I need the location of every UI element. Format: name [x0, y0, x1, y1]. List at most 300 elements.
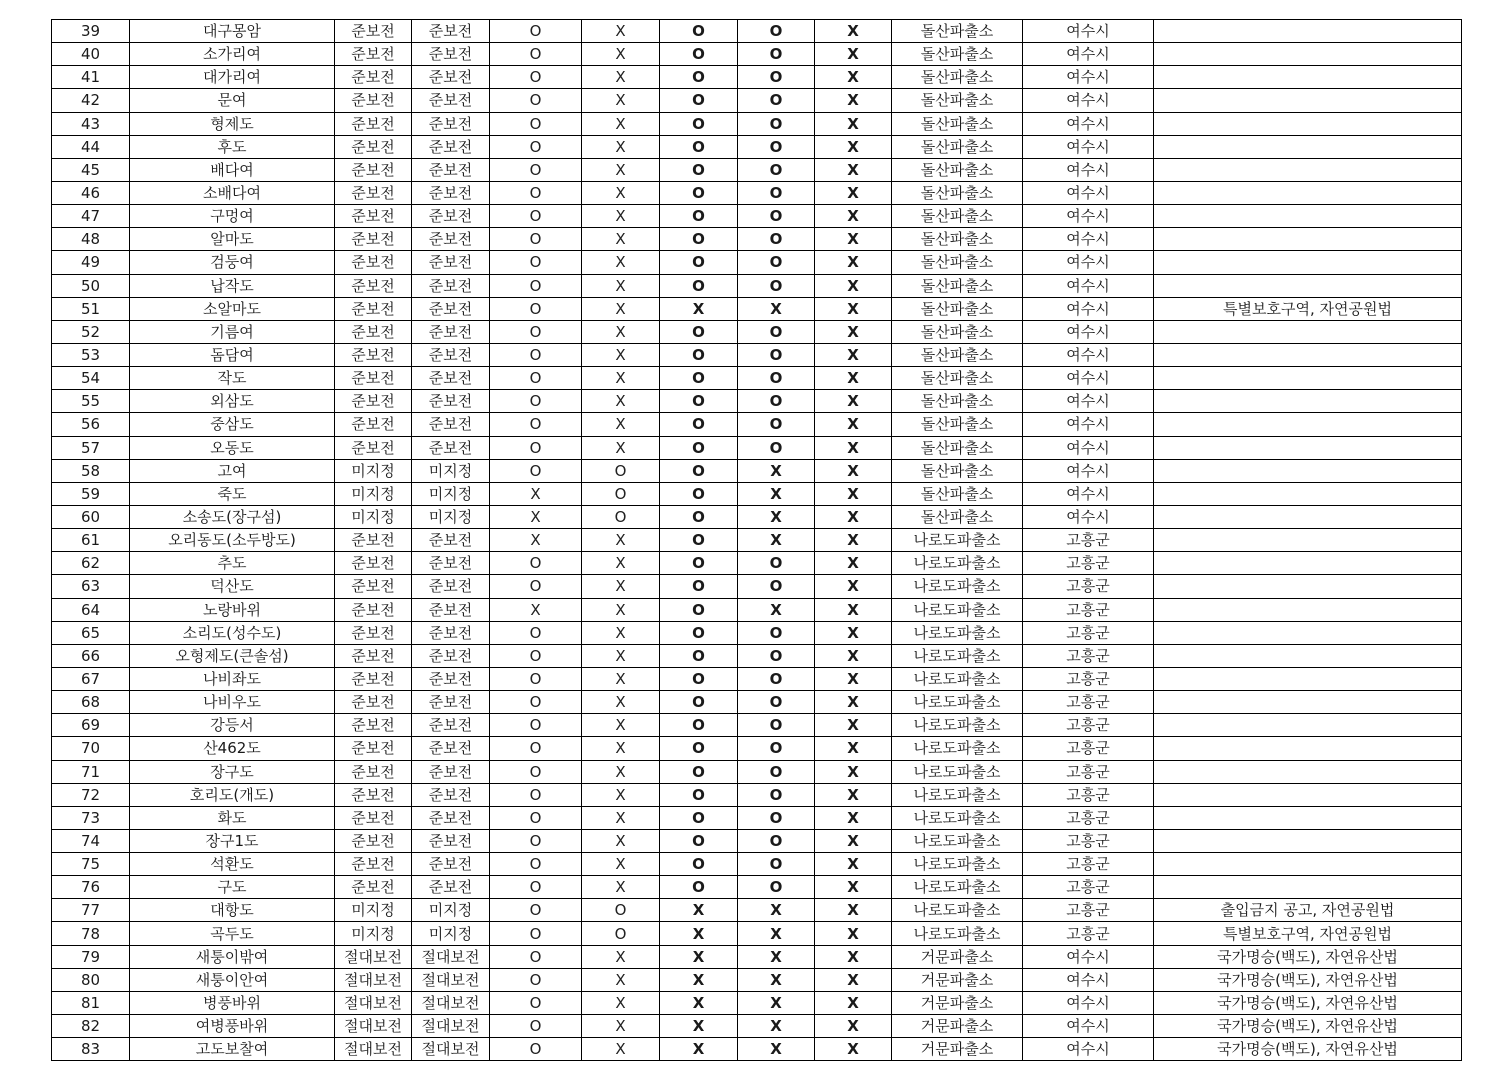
- mark-col-3-cell: O: [660, 205, 738, 228]
- remarks-cell: [1154, 43, 1462, 66]
- zone-current-cell: 준보전: [335, 66, 412, 89]
- mark-col-4-cell: O: [738, 89, 815, 112]
- row-number-cell: 42: [52, 89, 130, 112]
- municipality-cell: 여수시: [1023, 343, 1154, 366]
- mark-col-1-cell: O: [490, 691, 582, 714]
- remarks-cell: [1154, 737, 1462, 760]
- island-name-cell: 납작도: [130, 274, 335, 297]
- zone-planned-cell: 절대보전: [412, 1015, 490, 1038]
- zone-current-cell: 준보전: [335, 297, 412, 320]
- island-name-cell: 고도보찰여: [130, 1038, 335, 1061]
- zone-planned-cell: 준보전: [412, 714, 490, 737]
- mark-col-5-cell: X: [815, 297, 892, 320]
- mark-col-4-cell: O: [738, 390, 815, 413]
- remarks-cell: [1154, 112, 1462, 135]
- mark-col-2-cell: X: [582, 413, 660, 436]
- zone-current-cell: 준보전: [335, 783, 412, 806]
- table-row: [52, 945, 1462, 968]
- municipality-cell: 여수시: [1023, 228, 1154, 251]
- row-number-cell: 46: [52, 181, 130, 204]
- mark-col-5-cell: X: [815, 691, 892, 714]
- mark-col-4-cell: X: [738, 505, 815, 528]
- mark-col-5-cell: X: [815, 205, 892, 228]
- remarks-cell: [1154, 251, 1462, 274]
- municipality-cell: 여수시: [1023, 991, 1154, 1014]
- mark-col-4-cell: O: [738, 135, 815, 158]
- mark-col-2-cell: X: [582, 621, 660, 644]
- remarks-cell: 특별보호구역, 자연공원법: [1154, 297, 1462, 320]
- mark-col-3-cell: O: [660, 367, 738, 390]
- table-row: [52, 922, 1462, 945]
- row-number-cell: 76: [52, 876, 130, 899]
- table-row: [52, 482, 1462, 505]
- mark-col-5-cell: X: [815, 1015, 892, 1038]
- table-row: [52, 297, 1462, 320]
- island-name-cell: 오동도: [130, 436, 335, 459]
- municipality-cell: 고흥군: [1023, 575, 1154, 598]
- zone-planned-cell: 준보전: [412, 737, 490, 760]
- mark-col-4-cell: X: [738, 991, 815, 1014]
- municipality-cell: 고흥군: [1023, 529, 1154, 552]
- remarks-cell: 국가명승(백도), 자연유산법: [1154, 1038, 1462, 1061]
- mark-col-5-cell: X: [815, 251, 892, 274]
- remarks-cell: [1154, 320, 1462, 343]
- mark-col-1-cell: O: [490, 158, 582, 181]
- remarks-cell: [1154, 181, 1462, 204]
- row-number-cell: 43: [52, 112, 130, 135]
- municipality-cell: 여수시: [1023, 436, 1154, 459]
- table-row: [52, 644, 1462, 667]
- mark-col-4-cell: O: [738, 413, 815, 436]
- zone-current-cell: 준보전: [335, 737, 412, 760]
- mark-col-1-cell: O: [490, 43, 582, 66]
- police-station-cell: 나로도파출소: [892, 899, 1023, 922]
- mark-col-2-cell: O: [582, 482, 660, 505]
- zone-planned-cell: 준보전: [412, 297, 490, 320]
- mark-col-1-cell: O: [490, 760, 582, 783]
- zone-current-cell: 준보전: [335, 829, 412, 852]
- municipality-cell: 고흥군: [1023, 783, 1154, 806]
- table-row: [52, 968, 1462, 991]
- mark-col-1-cell: O: [490, 991, 582, 1014]
- zone-current-cell: 준보전: [335, 135, 412, 158]
- mark-col-2-cell: X: [582, 135, 660, 158]
- mark-col-1-cell: O: [490, 436, 582, 459]
- remarks-cell: [1154, 714, 1462, 737]
- zone-current-cell: 준보전: [335, 274, 412, 297]
- police-station-cell: 돌산파출소: [892, 274, 1023, 297]
- island-name-cell: 검둥여: [130, 251, 335, 274]
- police-station-cell: 돌산파출소: [892, 436, 1023, 459]
- table-row: [52, 876, 1462, 899]
- police-station-cell: 돌산파출소: [892, 112, 1023, 135]
- remarks-cell: 국가명승(백도), 자연유산법: [1154, 991, 1462, 1014]
- mark-col-5-cell: X: [815, 43, 892, 66]
- zone-current-cell: 절대보전: [335, 968, 412, 991]
- mark-col-1-cell: O: [490, 390, 582, 413]
- mark-col-2-cell: X: [582, 991, 660, 1014]
- mark-col-2-cell: X: [582, 274, 660, 297]
- row-number-cell: 55: [52, 390, 130, 413]
- mark-col-4-cell: O: [738, 320, 815, 343]
- row-number-cell: 52: [52, 320, 130, 343]
- mark-col-3-cell: O: [660, 853, 738, 876]
- table-row: [52, 529, 1462, 552]
- mark-col-3-cell: X: [660, 297, 738, 320]
- mark-col-1-cell: O: [490, 853, 582, 876]
- municipality-cell: 여수시: [1023, 390, 1154, 413]
- row-number-cell: 71: [52, 760, 130, 783]
- mark-col-5-cell: X: [815, 436, 892, 459]
- table-row: [52, 806, 1462, 829]
- mark-col-2-cell: O: [582, 459, 660, 482]
- remarks-cell: [1154, 413, 1462, 436]
- table-row: [52, 158, 1462, 181]
- mark-col-3-cell: O: [660, 181, 738, 204]
- zone-planned-cell: 준보전: [412, 112, 490, 135]
- mark-col-2-cell: O: [582, 922, 660, 945]
- mark-col-4-cell: O: [738, 228, 815, 251]
- row-number-cell: 57: [52, 436, 130, 459]
- zone-planned-cell: 준보전: [412, 274, 490, 297]
- row-number-cell: 80: [52, 968, 130, 991]
- mark-col-3-cell: O: [660, 135, 738, 158]
- police-station-cell: 돌산파출소: [892, 181, 1023, 204]
- mark-col-1-cell: O: [490, 20, 582, 43]
- mark-col-5-cell: X: [815, 320, 892, 343]
- mark-col-4-cell: X: [738, 899, 815, 922]
- mark-col-5-cell: X: [815, 228, 892, 251]
- mark-col-2-cell: O: [582, 505, 660, 528]
- zone-planned-cell: 준보전: [412, 529, 490, 552]
- mark-col-1-cell: O: [490, 413, 582, 436]
- mark-col-4-cell: O: [738, 158, 815, 181]
- zone-planned-cell: 준보전: [412, 598, 490, 621]
- mark-col-2-cell: X: [582, 158, 660, 181]
- mark-col-5-cell: X: [815, 876, 892, 899]
- mark-col-3-cell: O: [660, 691, 738, 714]
- mark-col-3-cell: O: [660, 320, 738, 343]
- mark-col-1-cell: X: [490, 482, 582, 505]
- zone-planned-cell: 미지정: [412, 899, 490, 922]
- zone-planned-cell: 준보전: [412, 66, 490, 89]
- mark-col-4-cell: X: [738, 945, 815, 968]
- zone-current-cell: 준보전: [335, 529, 412, 552]
- zone-current-cell: 준보전: [335, 205, 412, 228]
- municipality-cell: 고흥군: [1023, 621, 1154, 644]
- mark-col-1-cell: O: [490, 575, 582, 598]
- mark-col-2-cell: X: [582, 89, 660, 112]
- zone-current-cell: 절대보전: [335, 991, 412, 1014]
- police-station-cell: 나로도파출소: [892, 783, 1023, 806]
- mark-col-5-cell: X: [815, 899, 892, 922]
- municipality-cell: 고흥군: [1023, 899, 1154, 922]
- mark-col-5-cell: X: [815, 922, 892, 945]
- police-station-cell: 돌산파출소: [892, 89, 1023, 112]
- mark-col-5-cell: X: [815, 737, 892, 760]
- island-name-cell: 중삼도: [130, 413, 335, 436]
- zone-planned-cell: 미지정: [412, 922, 490, 945]
- police-station-cell: 나로도파출소: [892, 922, 1023, 945]
- island-name-cell: 소송도(장구섬): [130, 505, 335, 528]
- remarks-cell: [1154, 274, 1462, 297]
- municipality-cell: 여수시: [1023, 205, 1154, 228]
- mark-col-5-cell: X: [815, 367, 892, 390]
- zone-planned-cell: 준보전: [412, 552, 490, 575]
- zone-planned-cell: 절대보전: [412, 968, 490, 991]
- island-name-cell: 오형제도(큰솔섬): [130, 644, 335, 667]
- table-row: [52, 135, 1462, 158]
- mark-col-1-cell: O: [490, 297, 582, 320]
- municipality-cell: 여수시: [1023, 1015, 1154, 1038]
- table-row: [52, 1038, 1462, 1061]
- police-station-cell: 나로도파출소: [892, 714, 1023, 737]
- mark-col-1-cell: O: [490, 66, 582, 89]
- mark-col-2-cell: X: [582, 343, 660, 366]
- island-name-cell: 대가리여: [130, 66, 335, 89]
- mark-col-4-cell: O: [738, 806, 815, 829]
- island-name-cell: 곡두도: [130, 922, 335, 945]
- mark-col-1-cell: O: [490, 1038, 582, 1061]
- police-station-cell: 나로도파출소: [892, 829, 1023, 852]
- mark-col-2-cell: X: [582, 297, 660, 320]
- municipality-cell: 고흥군: [1023, 598, 1154, 621]
- police-station-cell: 돌산파출소: [892, 320, 1023, 343]
- row-number-cell: 59: [52, 482, 130, 505]
- municipality-cell: 고흥군: [1023, 691, 1154, 714]
- zone-planned-cell: 준보전: [412, 621, 490, 644]
- mark-col-3-cell: O: [660, 876, 738, 899]
- mark-col-3-cell: O: [660, 806, 738, 829]
- mark-col-1-cell: O: [490, 552, 582, 575]
- police-station-cell: 거문파출소: [892, 1015, 1023, 1038]
- mark-col-5-cell: X: [815, 343, 892, 366]
- zone-current-cell: 미지정: [335, 459, 412, 482]
- row-number-cell: 58: [52, 459, 130, 482]
- remarks-cell: [1154, 853, 1462, 876]
- island-name-cell: 구도: [130, 876, 335, 899]
- mark-col-2-cell: X: [582, 691, 660, 714]
- remarks-cell: [1154, 390, 1462, 413]
- mark-col-4-cell: O: [738, 737, 815, 760]
- police-station-cell: 거문파출소: [892, 991, 1023, 1014]
- zone-current-cell: 준보전: [335, 644, 412, 667]
- island-name-cell: 소배다여: [130, 181, 335, 204]
- mark-col-5-cell: X: [815, 158, 892, 181]
- mark-col-3-cell: O: [660, 66, 738, 89]
- mark-col-5-cell: X: [815, 20, 892, 43]
- municipality-cell: 고흥군: [1023, 922, 1154, 945]
- mark-col-2-cell: O: [582, 899, 660, 922]
- zone-current-cell: 미지정: [335, 505, 412, 528]
- remarks-cell: [1154, 505, 1462, 528]
- remarks-cell: [1154, 598, 1462, 621]
- zone-current-cell: 준보전: [335, 112, 412, 135]
- mark-col-2-cell: X: [582, 644, 660, 667]
- mark-col-1-cell: O: [490, 876, 582, 899]
- mark-col-2-cell: X: [582, 968, 660, 991]
- row-number-cell: 49: [52, 251, 130, 274]
- island-name-cell: 후도: [130, 135, 335, 158]
- table-row: [52, 1015, 1462, 1038]
- mark-col-3-cell: X: [660, 922, 738, 945]
- mark-col-5-cell: X: [815, 274, 892, 297]
- mark-col-1-cell: O: [490, 343, 582, 366]
- table-row: [52, 899, 1462, 922]
- zone-current-cell: 절대보전: [335, 1038, 412, 1061]
- row-number-cell: 78: [52, 922, 130, 945]
- municipality-cell: 여수시: [1023, 20, 1154, 43]
- mark-col-2-cell: X: [582, 436, 660, 459]
- table-row: [52, 89, 1462, 112]
- table-row: [52, 112, 1462, 135]
- remarks-cell: [1154, 205, 1462, 228]
- zone-current-cell: 준보전: [335, 575, 412, 598]
- zone-current-cell: 준보전: [335, 598, 412, 621]
- mark-col-4-cell: O: [738, 829, 815, 852]
- island-name-cell: 배다여: [130, 158, 335, 181]
- mark-col-5-cell: X: [815, 505, 892, 528]
- mark-col-2-cell: X: [582, 876, 660, 899]
- mark-col-1-cell: X: [490, 505, 582, 528]
- mark-col-4-cell: O: [738, 274, 815, 297]
- police-station-cell: 거문파출소: [892, 1038, 1023, 1061]
- mark-col-4-cell: X: [738, 1015, 815, 1038]
- mark-col-2-cell: X: [582, 181, 660, 204]
- police-station-cell: 돌산파출소: [892, 343, 1023, 366]
- remarks-cell: [1154, 20, 1462, 43]
- mark-col-4-cell: O: [738, 181, 815, 204]
- zone-current-cell: 미지정: [335, 899, 412, 922]
- row-number-cell: 61: [52, 529, 130, 552]
- row-number-cell: 56: [52, 413, 130, 436]
- mark-col-5-cell: X: [815, 135, 892, 158]
- mark-col-2-cell: X: [582, 367, 660, 390]
- mark-col-2-cell: X: [582, 552, 660, 575]
- row-number-cell: 68: [52, 691, 130, 714]
- police-station-cell: 돌산파출소: [892, 158, 1023, 181]
- row-number-cell: 44: [52, 135, 130, 158]
- zone-planned-cell: 준보전: [412, 390, 490, 413]
- island-name-cell: 소리도(성수도): [130, 621, 335, 644]
- mark-col-4-cell: O: [738, 760, 815, 783]
- mark-col-4-cell: X: [738, 529, 815, 552]
- mark-col-1-cell: O: [490, 737, 582, 760]
- zone-planned-cell: 준보전: [412, 760, 490, 783]
- zone-current-cell: 준보전: [335, 436, 412, 459]
- island-name-cell: 새퉁이밖여: [130, 945, 335, 968]
- zone-planned-cell: 준보전: [412, 367, 490, 390]
- island-name-cell: 나비좌도: [130, 667, 335, 690]
- island-name-cell: 고여: [130, 459, 335, 482]
- police-station-cell: 나로도파출소: [892, 667, 1023, 690]
- table-row: [52, 760, 1462, 783]
- row-number-cell: 40: [52, 43, 130, 66]
- mark-col-3-cell: O: [660, 274, 738, 297]
- table-row: [52, 43, 1462, 66]
- row-number-cell: 53: [52, 343, 130, 366]
- mark-col-2-cell: X: [582, 945, 660, 968]
- remarks-cell: [1154, 829, 1462, 852]
- mark-col-4-cell: O: [738, 251, 815, 274]
- mark-col-3-cell: O: [660, 343, 738, 366]
- zone-current-cell: 준보전: [335, 876, 412, 899]
- municipality-cell: 여수시: [1023, 297, 1154, 320]
- mark-col-4-cell: O: [738, 621, 815, 644]
- mark-col-3-cell: O: [660, 459, 738, 482]
- mark-col-5-cell: X: [815, 714, 892, 737]
- mark-col-1-cell: O: [490, 945, 582, 968]
- island-name-cell: 기름여: [130, 320, 335, 343]
- mark-col-4-cell: O: [738, 436, 815, 459]
- mark-col-5-cell: X: [815, 760, 892, 783]
- zone-planned-cell: 준보전: [412, 181, 490, 204]
- zone-planned-cell: 준보전: [412, 205, 490, 228]
- mark-col-5-cell: X: [815, 598, 892, 621]
- zone-planned-cell: 절대보전: [412, 945, 490, 968]
- mark-col-4-cell: O: [738, 66, 815, 89]
- mark-col-5-cell: X: [815, 181, 892, 204]
- mark-col-1-cell: O: [490, 459, 582, 482]
- mark-col-5-cell: X: [815, 1038, 892, 1061]
- zone-planned-cell: 준보전: [412, 876, 490, 899]
- municipality-cell: 고흥군: [1023, 644, 1154, 667]
- mark-col-1-cell: O: [490, 274, 582, 297]
- municipality-cell: 여수시: [1023, 367, 1154, 390]
- police-station-cell: 나로도파출소: [892, 598, 1023, 621]
- mark-col-2-cell: X: [582, 737, 660, 760]
- table-body: [52, 20, 1462, 1061]
- mark-col-2-cell: X: [582, 205, 660, 228]
- row-number-cell: 82: [52, 1015, 130, 1038]
- police-station-cell: 돌산파출소: [892, 367, 1023, 390]
- island-name-cell: 소알마도: [130, 297, 335, 320]
- mark-col-2-cell: X: [582, 529, 660, 552]
- police-station-cell: 돌산파출소: [892, 505, 1023, 528]
- mark-col-4-cell: X: [738, 598, 815, 621]
- mark-col-2-cell: X: [582, 783, 660, 806]
- island-name-cell: 추도: [130, 552, 335, 575]
- table-row: [52, 320, 1462, 343]
- remarks-cell: 특별보호구역, 자연공원법: [1154, 922, 1462, 945]
- zone-current-cell: 준보전: [335, 158, 412, 181]
- mark-col-4-cell: O: [738, 667, 815, 690]
- zone-planned-cell: 준보전: [412, 43, 490, 66]
- mark-col-3-cell: O: [660, 413, 738, 436]
- mark-col-5-cell: X: [815, 529, 892, 552]
- municipality-cell: 고흥군: [1023, 737, 1154, 760]
- row-number-cell: 72: [52, 783, 130, 806]
- mark-col-5-cell: X: [815, 667, 892, 690]
- police-station-cell: 돌산파출소: [892, 251, 1023, 274]
- zone-planned-cell: 절대보전: [412, 1038, 490, 1061]
- island-name-cell: 노랑바위: [130, 598, 335, 621]
- mark-col-1-cell: O: [490, 181, 582, 204]
- remarks-cell: [1154, 367, 1462, 390]
- table-row: [52, 228, 1462, 251]
- mark-col-5-cell: X: [815, 413, 892, 436]
- zone-planned-cell: 준보전: [412, 829, 490, 852]
- mark-col-2-cell: X: [582, 228, 660, 251]
- mark-col-4-cell: O: [738, 343, 815, 366]
- mark-col-1-cell: O: [490, 135, 582, 158]
- municipality-cell: 여수시: [1023, 135, 1154, 158]
- row-number-cell: 83: [52, 1038, 130, 1061]
- zone-current-cell: 준보전: [335, 853, 412, 876]
- mark-col-4-cell: O: [738, 367, 815, 390]
- municipality-cell: 고흥군: [1023, 876, 1154, 899]
- mark-col-2-cell: X: [582, 112, 660, 135]
